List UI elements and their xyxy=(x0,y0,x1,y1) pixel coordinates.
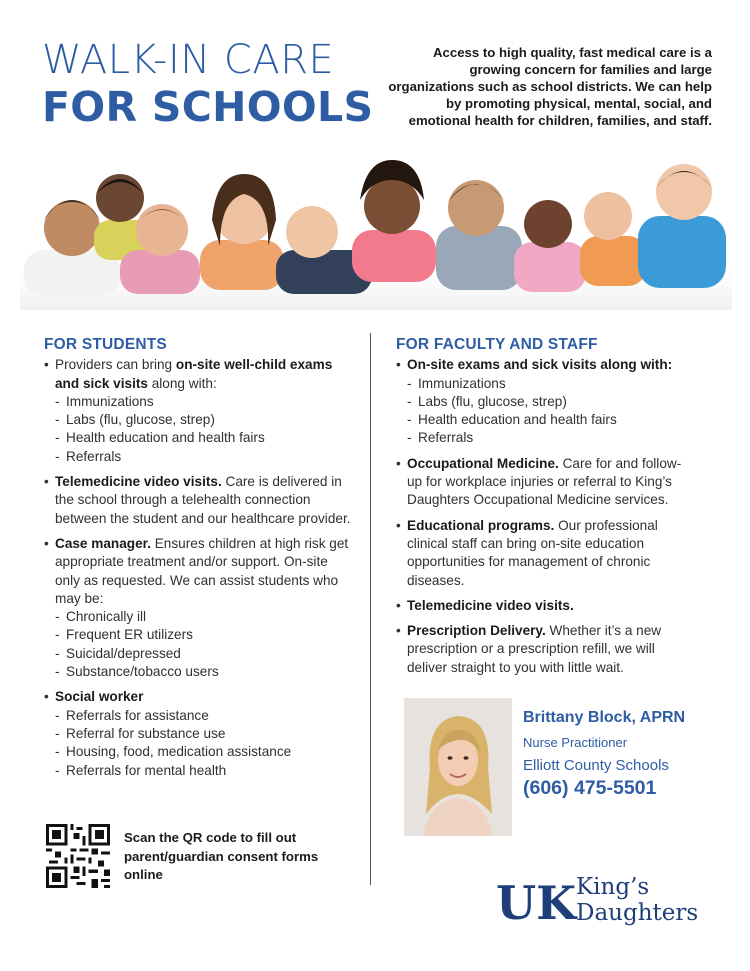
page-title-line2: FOR SCHOOLS xyxy=(42,83,374,131)
faculty-bullet-education xyxy=(396,517,696,590)
bullet-bold: Occupational Medicine. xyxy=(407,455,559,471)
sub-item: - Labs (flu, glucose, strep) xyxy=(396,393,696,411)
children-photo xyxy=(20,150,732,310)
sub-item: - Referrals xyxy=(396,429,696,447)
students-heading: FOR STUDENTS xyxy=(44,336,167,353)
contact-phone[interactable]: (606) 475-5501 xyxy=(523,777,657,799)
students-column xyxy=(44,336,354,780)
uk-logo-mark xyxy=(495,875,577,930)
bullet-bold: Social worker xyxy=(55,689,144,705)
logo-line1: King’s xyxy=(576,874,650,900)
bullet-bold: Telemedicine video visits. xyxy=(55,474,222,490)
kings-daughters-logo xyxy=(576,874,698,926)
sub-item: - Immunizations xyxy=(44,393,354,411)
sub-item: - Labs (flu, glucose, strep) xyxy=(44,411,354,429)
faculty-column xyxy=(396,336,696,677)
intro-paragraph: Access to high quality, fast medical care is a growing concern for families and large organizations such as school districts. We can help by promoting physical, mental, social, and emotional health for children, families, and staff. xyxy=(388,45,712,128)
bullet-bold: Prescription Delivery. xyxy=(407,623,546,639)
logo-line2: Daughters xyxy=(576,900,699,926)
bullet-bold: Educational programs. xyxy=(407,517,555,533)
sub-item: - Housing, food, medication assistance xyxy=(44,743,354,761)
sub-item: - Chronically ill xyxy=(44,608,354,626)
faculty-bullet-telemedicine xyxy=(396,597,696,615)
students-bullet-onsite xyxy=(44,356,354,393)
bullet-text: Ensures children at high risk get appropriate treatment and/or support. On-site only as requested. We can assist students who may be: xyxy=(55,535,349,606)
sub-item: - Immunizations xyxy=(396,375,696,393)
bullet-text: along with: xyxy=(147,375,217,391)
logo-mark-text: UK xyxy=(495,876,577,930)
sub-item: - Referrals xyxy=(44,448,354,466)
faculty-heading: FOR FACULTY AND STAFF xyxy=(396,336,598,353)
contact-role: Nurse Practitioner xyxy=(523,735,628,750)
contact-org: Elliott County Schools xyxy=(523,757,669,774)
sub-item: - Health education and health fairs xyxy=(396,411,696,429)
contact-name: Brittany Block, APRN xyxy=(523,709,686,726)
contact-card xyxy=(523,708,723,800)
column-divider xyxy=(370,333,371,885)
sub-item: - Referral for substance use xyxy=(44,725,354,743)
qr-instructions: Scan the QR code to fill out parent/guardian consent forms online xyxy=(124,830,319,882)
bullet-bold: Telemedicine video visits. xyxy=(407,597,574,613)
sub-item: - Health education and health fairs xyxy=(44,429,354,447)
faculty-bullet-onsite xyxy=(396,356,696,374)
bullet-text: Care for and follow-up for workplace injuries or referral to King’s Daughters Occupational Medicine services. xyxy=(407,455,682,508)
sub-item: - Substance/tobacco users xyxy=(44,663,354,681)
bullet-text: Whether it’s a new prescription or a prescription refill, we will deliver straight to you with little wait. xyxy=(407,623,662,675)
sub-item: - Frequent ER utilizers xyxy=(44,626,354,644)
students-bullet-telemedicine xyxy=(44,473,354,528)
nurse-portrait-photo xyxy=(404,698,512,836)
bullet-bold: Case manager. xyxy=(55,535,151,551)
students-bullet-social-worker xyxy=(44,688,354,706)
qr-code[interactable] xyxy=(46,824,110,888)
bullet-bold: On-site exams and sick visits along with: xyxy=(407,357,673,373)
bullet-bold: on-site well-child exams and sick visits xyxy=(55,357,333,391)
bullet-text: Providers can bring xyxy=(55,357,176,373)
faculty-bullet-prescription xyxy=(396,622,696,677)
students-bullet-case-manager xyxy=(44,535,354,608)
bullet-text: Our professional clinical staff can bring on-site education opportunities for management of chronic diseases. xyxy=(407,517,658,588)
faculty-bullet-occupational xyxy=(396,455,696,510)
bullet-text: Care is delivered in the school through a telehealth connection between the student and our healthcare provider. xyxy=(55,474,351,526)
sub-item: - Referrals for mental health xyxy=(44,762,354,780)
sub-item: - Referrals for assistance xyxy=(44,707,354,725)
page-title-line1: WALK-IN CARE xyxy=(42,37,335,83)
sub-item: - Suicidal/depressed xyxy=(44,645,354,663)
